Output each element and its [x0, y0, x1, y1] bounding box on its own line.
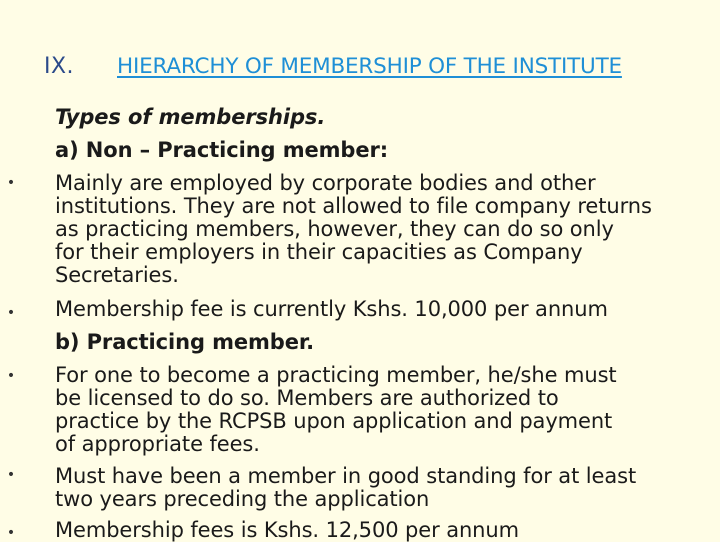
bullet-1-marker: • — [6, 175, 16, 191]
types-heading: Types of memberships. — [55, 105, 326, 129]
section-b-heading: b) Practicing member. — [55, 330, 315, 354]
bullet-2-marker: • — [6, 305, 16, 321]
bullet-3-line-3: practice by the RCPSB upon application and payment — [55, 409, 613, 433]
bullet-1-line-3: as practicing members, however, they can do so only — [55, 217, 614, 241]
bullet-4-marker: • — [6, 467, 16, 483]
bullet-1-line-5: Secretaries. — [55, 263, 179, 287]
section-a-heading: a) Non – Practicing member: — [55, 138, 389, 162]
bullet-3-line-4: of appropriate fees. — [55, 432, 260, 456]
bullet-3-line-1: For one to become a practicing member, he/she must — [55, 363, 617, 387]
bullet-1-line-2: institutions. They are not allowed to file company returns — [55, 194, 652, 218]
bullet-4-line-1: Must have been a member in good standing for at least — [55, 464, 637, 488]
slide-title: HIERARCHY OF MEMBERSHIP OF THE INSTITUTE — [117, 54, 622, 79]
bullet-4-line-2: two years preceding the application — [55, 487, 430, 511]
bullet-5-marker: • — [6, 525, 16, 541]
bullet-3-line-2: be licensed to do so. Members are authorized to — [55, 386, 559, 410]
bullet-3-marker: • — [6, 368, 16, 384]
bullet-1-line-4: for their employers in their capacities as Company — [55, 240, 583, 264]
bullet-1-line-1: Mainly are employed by corporate bodies and other — [55, 171, 596, 195]
bullet-5-text: Membership fees is Kshs. 12,500 per annum — [55, 518, 519, 542]
section-number: IX. — [44, 54, 75, 79]
bullet-2-text: Membership fee is currently Kshs. 10,000 per annum — [55, 297, 608, 321]
